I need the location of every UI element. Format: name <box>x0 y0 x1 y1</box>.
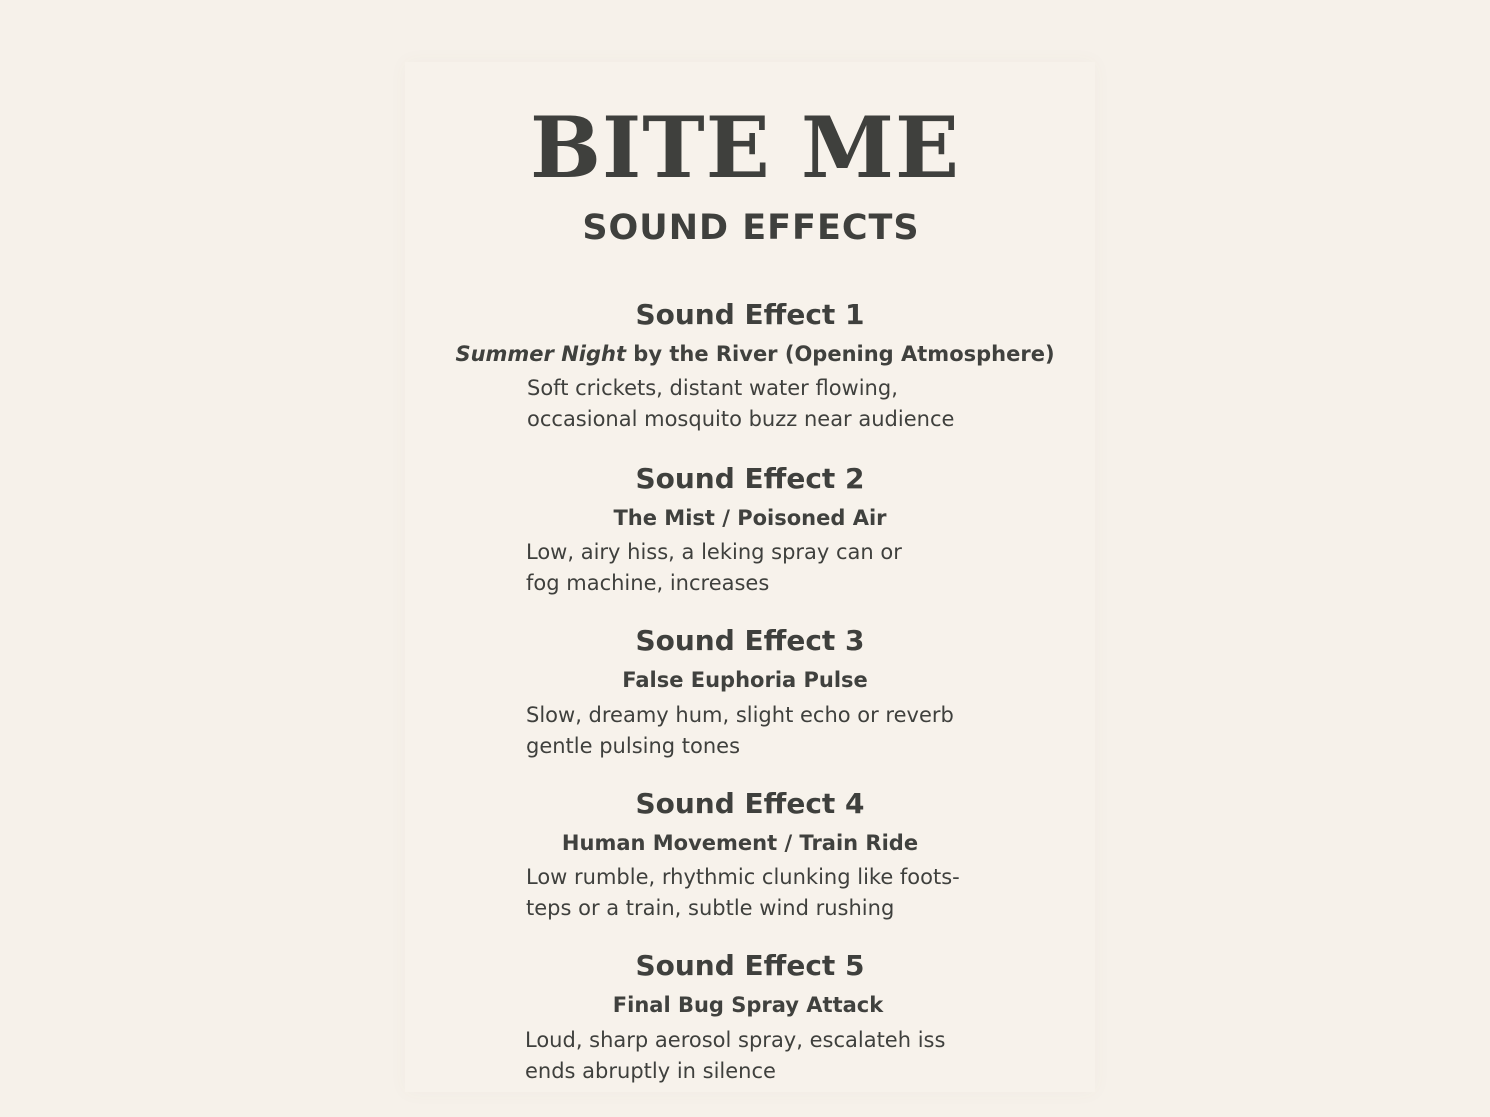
effect-1-description: Soft crickets, distant water flowing, occasional mosquito buzz near audience <box>527 376 955 431</box>
effect-3-subtitle: False Euphoria Pulse <box>622 668 868 692</box>
effect-4-description: Low rumble, rhythmic clunking like foots- teps or a train, subtle wind rushing <box>526 865 960 920</box>
effect-4-subtitle: Human Movement / Train Ride <box>561 831 919 855</box>
effect-2-description: Low, airy hiss, a leking spray can or fog machine, increases <box>526 540 902 595</box>
document-title: BITE ME <box>529 98 961 197</box>
effect-4-heading: Sound Effect 4 <box>635 787 865 820</box>
effect-1-heading: Sound Effect 1 <box>635 298 865 331</box>
effect-2-heading: Sound Effect 2 <box>635 462 865 495</box>
effect-1-subtitle <box>5 339 1490 369</box>
effect-5-subtitle: Final Bug Spray Attack <box>612 993 884 1017</box>
effect-1-subtitle-italic: Summer Night <box>455 342 626 366</box>
document-subtitle: SOUND EFFECTS <box>582 208 920 248</box>
effect-2-subtitle: The Mist / Poisoned Air <box>613 506 887 530</box>
effect-5-description: Loud, sharp aerosol spray, escalateh iss ends abruptly in silence <box>525 1028 946 1083</box>
effect-3-description: Slow, dreamy hum, slight echo or reverb gentle pulsing tones <box>526 703 954 758</box>
effect-1-subtitle-rest: by the River (Opening Atmosphere) <box>626 342 1055 366</box>
effect-3-heading: Sound Effect 3 <box>635 624 865 657</box>
effect-5-heading: Sound Effect 5 <box>635 949 865 982</box>
